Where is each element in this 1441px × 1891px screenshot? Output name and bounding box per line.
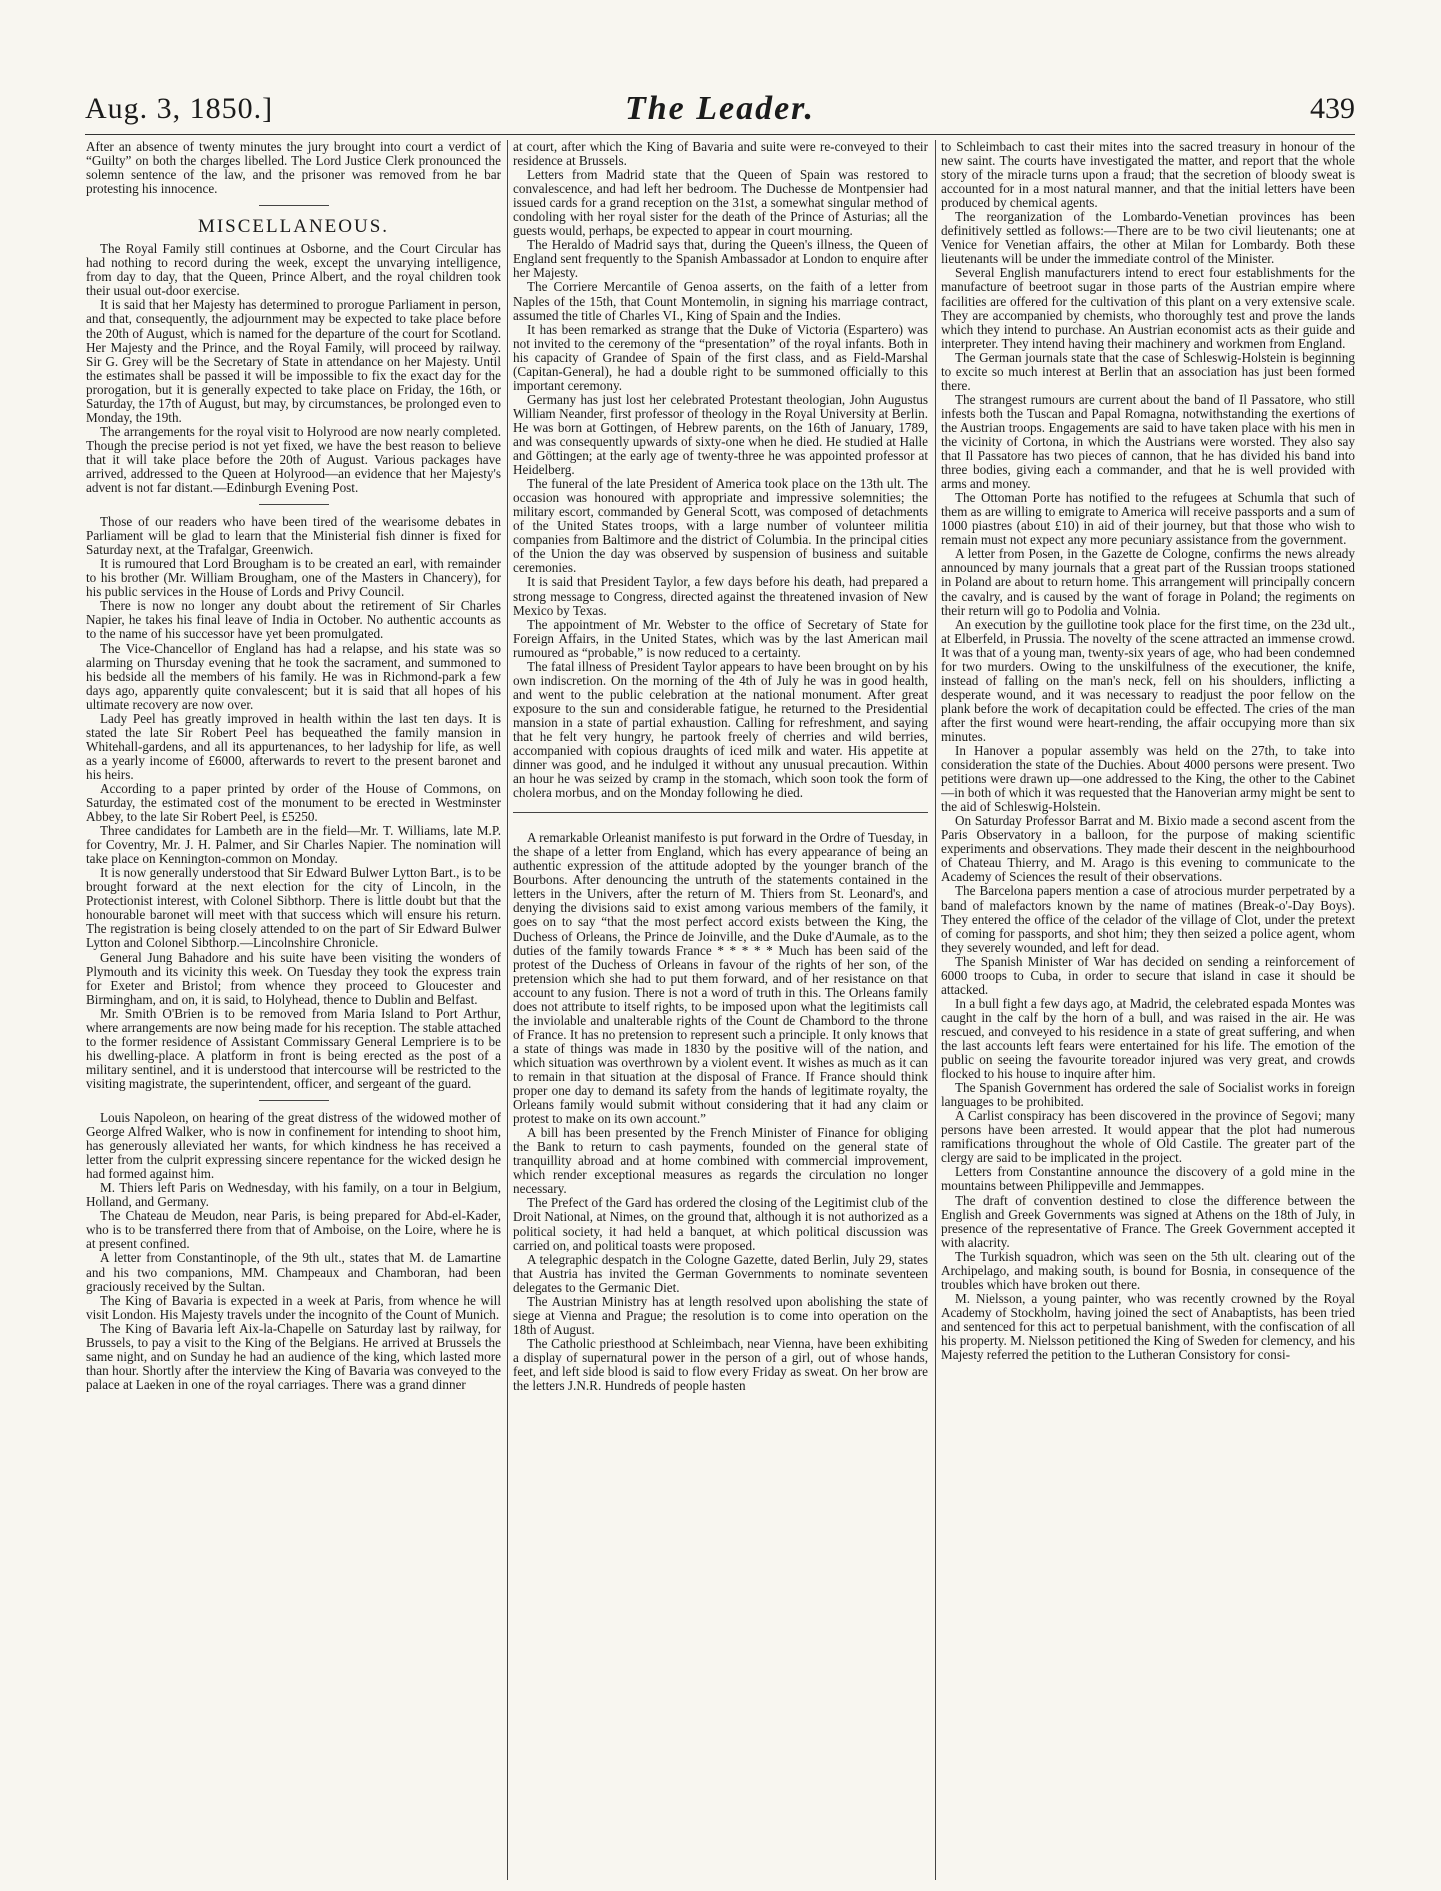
masthead (85, 92, 1355, 132)
article-paragraph: Mr. Smith O'Brien is to be removed from Maria Island to Port Arthur, where arrangements are now being made for his reception. The stable attached to the former residence of Assistant Commissary General Lempriere is to be his dwelling-place. A platform in front is being erected as the post of a military sentinel, and it is understood that intercourse will be restricted to the visiting magistrate, the superintendent, officer, and sergeant of the guard. (86, 1005, 501, 1091)
article-paragraph: Letters from Constantine announce the discovery of a gold mine in the mountains between Philippeville and Jemmappes. (941, 1164, 1355, 1194)
article-paragraph: Three candidates for Lambeth are in the field—Mr. T. Williams, late M.P. for Coventry, Mr. J. H. Palmer, and Sir Charles Napier. The nomination will take place on Kennington-common on Monday. (86, 823, 501, 867)
article-paragraph: General Jung Bahadore and his suite have been visiting the wonders of Plymouth and its vicinity this week. On Tuesday they took the express train for Exeter and Bristol; from whence they proceed to Gloucester and Birmingham, and on, it is said, to Holyhead, thence to Dublin and Belfast. (86, 949, 501, 1007)
article-paragraph: The fatal illness of President Taylor appears to have been brought on by his own indiscretion. On the morning of the 4th of July he was in good health, and went to the public celebration at the national monument. After great exposure to the sun and considerable fatigue, he returned to the Presidential mansion in a state of partial exhaustion. Calling for refreshment, and saying that he felt very hungry, he partook freely of cherries and wild berries, accompanied with copious draughts of iced milk and water. His appetite at dinner was good, and he indulged it without any unusual precaution. Within an hour he was seized by cramp in the stomach, which soon took the form of cholera morbus, and on the Monday following he died. (513, 658, 928, 801)
article-paragraph: at court, after which the King of Bavaria and suite were re-conveyed to their residence at Brussels. (513, 140, 928, 169)
article-paragraph: Louis Napoleon, on hearing of the great distress of the widowed mother of George Alfred Walker, who is now in confinement for intending to shoot him, has generously alleviated her wants, for which kindness he has received a letter from the culprit expressing sincere repentance for the wicked design he had formed against him. (86, 1110, 501, 1182)
article-paragraph: The Spanish Government has ordered the sale of Socialist works in foreign languages to be prohibited. (941, 1080, 1355, 1110)
column-divider (935, 140, 936, 1880)
article-paragraph: Letters from Madrid state that the Queen of Spain was restored to convalescence, and had left her bedroom. The Duchesse de Montpensier had issued cards for a grand reception on the 31st, a somewhat singular method of condoling with her royal sister for the death of the Prince of Asturias; all the guests would, perhaps, be expected to appear in court mourning. (513, 167, 928, 239)
article-paragraph: A letter from Constantinople, of the 9th ult., states that M. de Lamartine and his two companions, MM. Champeaux and Chamboran, had been graciously received by the Sultan. (86, 1250, 501, 1294)
article-paragraph: The King of Bavaria is expected in a week at Paris, from whence he will visit London. His Majesty travels under the incognito of the Count of Munich. (86, 1292, 501, 1322)
masthead-rule (85, 134, 1355, 135)
article-paragraph: The Austrian Ministry has at length resolved upon abolishing the state of siege at Vienna and Prague; the resolution is to come into operation on the 18th of August. (513, 1293, 928, 1337)
article-paragraph: The Ottoman Porte has notified to the refugees at Schumla that such of them as are willing to emigrate to America will receive passports and a sum of 1000 piastres (about £10) in aid of their journey, but that those who wish to remain must not expect any more pecuniary assistance from the government. (941, 490, 1355, 548)
article-paragraph: The draft of convention destined to close the difference between the English and Greek Governments was signed at Athens on the 18th of July, in presence of the representative of France. The Greek Government accepted it with alacrity. (941, 1192, 1355, 1250)
article-paragraph: The arrangements for the royal visit to Holyrood are now nearly completed. Though the precise period is not yet fixed, we have the best reason to believe that it will take place before the 20th of August. Various packages have arrived, addressed to the Queen at Holyrood—an evidence that her Majesty's advent is not far distant.—Edinburgh Evening Post. (86, 423, 501, 496)
article-paragraph: The German journals state that the case of Schleswig-Holstein is beginning to excite so much interest at Berlin that an association has just been formed there. (941, 349, 1355, 393)
article-paragraph: The Catholic priesthood at Schleimbach, near Vienna, have been exhibiting a display of supernatural power in the person of a girl, out of whose hands, feet, and left side blood is said to flow every Friday as sweat. On her brow are the letters J.N.R. Hundreds of people hasten (513, 1335, 928, 1394)
article-paragraph: There is now no longer any doubt about the retirement of Sir Charles Napier, he takes his final leave of India in October. No authentic accounts as to the name of his successor have yet been promulgated. (86, 598, 501, 642)
article-paragraph: In a bull fight a few days ago, at Madrid, the celebrated espada Montes was caught in the calf by the horn of a bull, and was raised in the air. He was rescued, and conveyed to his residence in a state of great suffering, and when the last accounts left fears were entertained for his life. The emotion of the public on seeing the favourite toreador injured was very great, and crowds flocked to his house to inquire after him. (941, 995, 1355, 1082)
section-separator (259, 1100, 329, 1101)
article-paragraph: M. Thiers left Paris on Wednesday, with his family, on a tour in Belgium, Holland, and Germany. (86, 1180, 501, 1210)
article-paragraph: The Turkish squadron, which was seen on the 5th ult. clearing out of the Archipelago, and making south, is bound for Bosnia, in consequence of the troubles which have broken out there. (941, 1248, 1355, 1292)
article-paragraph: The strangest rumours are current about the band of Il Passatore, who still infests both the Tuscan and Papal Romagna, notwithstanding the exertions of the Austrian troops. Engagements are said to have taken place with his men in the vicinity of Cortona, in which the Austrians were worsted. They also say that Il Passatore has two pieces of cannon, that he has divided his band into three bodies, giving each a commander, and that he is well provided with arms and money. (941, 391, 1355, 492)
article-paragraph: A telegraphic despatch in the Cologne Gazette, dated Berlin, July 29, states that Austria has invited the German Governments to nominate seventeen delegates to the Germanic Diet. (513, 1251, 928, 1295)
article-paragraph: It is rumoured that Lord Brougham is to be created an earl, with remainder to his brother (Mr. William Brougham, one of the Masters in Chancery), for his public services in the House of Lords and Privy Council. (86, 556, 501, 600)
article-paragraph: M. Nielsson, a young painter, who was recently crowned by the Royal Academy of Stockholm, having joined the sect of Anabaptists, has been tried and sentenced for this act to perpetual banishment, with the confiscation of all his property. M. Nielsson petitioned the King of Sweden for clemency, and his Majesty referred the petition to the Lutheran Consistory for consi- (941, 1290, 1355, 1363)
article-paragraph: The Chateau de Meudon, near Paris, is being prepared for Abd-el-Kader, who is to be transferred there from that of Amboise, on the Loire, where he is at present confined. (86, 1208, 501, 1252)
article-paragraph: A letter from Posen, in the Gazette de Cologne, confirms the news already announced by many journals that a great part of the Russian troops stationed in Poland are about to return home. This arrangement will principally concern the cavalry, and is caused by the want of forage in Poland; the regiments on their return will go to Podolia and Volnia. (941, 546, 1355, 618)
column-2 (513, 140, 928, 1880)
section-separator (513, 812, 928, 813)
column-divider (507, 140, 508, 1880)
column-3 (941, 140, 1355, 1880)
newspaper-title: The Leader. (624, 90, 816, 127)
column-1 (86, 140, 501, 1880)
article-paragraph: After an absence of twenty minutes the jury brought into court a verdict of “Guilty” on both the charges libelled. The Lord Justice Clerk pronounced the solemn sentence of the law, and the prisoner was removed from he bar protesting his innocence. (86, 140, 501, 197)
article-paragraph: It is now generally understood that Sir Edward Bulwer Lytton Bart., is to be brought forward at the next election for the city of Lincoln, in the Protectionist interest, with Colonel Sibthorp. There is little doubt but that the honourable baronet will meet with that success which will ensure his return. The registration is being closely attended to on the part of Sir Edward Bulwer Lytton and Colonel Sibthorp.—Lincolnshire Chronicle. (86, 865, 501, 951)
article-paragraph: The Prefect of the Gard has ordered the closing of the Legitimist club of the Droit National, at Nimes, on the ground that, although it is not authorized as a political society, it had held a banquet, at which political discussion was carried on, and political toasts were proposed. (513, 1195, 928, 1253)
article-paragraph: In Hanover a popular assembly was held on the 27th, to take into consideration the state of the Duchies. About 4000 persons were present. Two petitions were drawn up—one addressed to the King, the other to the Cabinet—in both of which it was requested that the Hanoverian army might be sent to the aid of Schleswig-Holstein. (941, 743, 1355, 815)
section-separator (259, 504, 329, 505)
page-number: 439 (1310, 92, 1355, 125)
article-paragraph: A Carlist conspiracy has been discovered in the province of Segovi; many persons have been arrested. It would appear that the plot had numerous ramifications throughout the whole of Old Castile. The greater part of the clergy are said to be implicated in the project. (941, 1108, 1355, 1166)
section-heading: MISCELLANEOUS. (197, 216, 390, 238)
article-paragraph: The Heraldo of Madrid says that, during the Queen's illness, the Queen of England sent frequently to the Spanish Ambassador at London to enquire after her Majesty. (513, 237, 928, 281)
article-paragraph: The King of Bavaria left Aix-la-Chapelle on Saturday last by railway, for Brussels, to pay a visit to the King of the Belgians. He arrived at Brussels the same night, and on Sunday he had an audience of the king, which lasted more than hour. Shortly after the interview the King of Bavaria was conveyed to the palace at Laeken in one of the royal carriages. There was a grand dinner (86, 1320, 501, 1392)
article-paragraph: According to a paper printed by order of the House of Commons, on Saturday, the estimated cost of the monument to be erected in Westminster Abbey, to the late Sir Robert Peel, is £5250. (86, 780, 501, 825)
article-paragraph: Lady Peel has greatly improved in health within the last ten days. It is stated the late Sir Robert Peel has bequeathed the family mansion in Whitehall-gardens, and all its appurtenances, to her ladyship for life, as well as a yearly income of £6000, afterwards to revert to the present baronet and his heirs. (86, 710, 501, 782)
article-paragraph: The funeral of the late President of America took place on the 13th ult. The occasion was honoured with appropriate and impressive solemnities; the military escort, commanded by General Scott, was composed of detachments of the United States troops, with a large number of volunteer militia companies from Baltimore and the district of Columbia. In the principal cities of the Union the day was observed by suspension of business and suitable ceremonies. (513, 476, 928, 576)
article-paragraph: The Corriere Mercantile of Genoa asserts, on the faith of a letter from Naples of the 15th, that Count Montemolin, in signing his marriage contract, assumed the title of Charles VI., King of Spain and the Indies. (513, 279, 928, 323)
issue-date: Aug. 3, 1850.] (85, 92, 274, 125)
article-paragraph: Germany has just lost her celebrated Protestant theologian, John Augustus William Neander, first professor of theology in the Royal University at Berlin. He was born at Gottingen, of Hebrew parents, on the 16th of January, 1789, and was consequently upwards of sixty-one when he died. He studied at Halle and Göttingen; at the early age of twenty-three he was appointed professor at Heidelberg. (513, 391, 928, 478)
article-paragraph: A bill has been presented by the French Minister of Finance for obliging the Bank to return to cash payments, founded on the general state of tranquillity abroad and at home combined with commercial improvement, which render exceptional measures as regards the circulation no longer necessary. (513, 1125, 928, 1197)
article-paragraph: It has been remarked as strange that the Duke of Victoria (Espartero) was not invited to the ceremony of the “presentation” of the royal infants. Both in his capacity of Grandee of Spain of the first class, and as Field-Marshal (Capitan-General), he had a double right to be summoned officially to this important ceremony. (513, 321, 928, 393)
article-paragraph: It is said that President Taylor, a few days before his death, had prepared a strong message to Congress, directed against the threatened invasion of New Mexico by Texas. (513, 574, 928, 618)
article-paragraph: The Royal Family still continues at Osborne, and the Court Circular has had nothing to record during the week, except the unvarying intelligence, from day to day, that the Queen, Prince Albert, and the royal children took their usual out-door exercise. (86, 241, 501, 299)
article-paragraph: It is said that her Majesty has determined to prorogue Parliament in person, and that, consequently, the adjournment may be expected to take place before the 20th of August, which is named for the departure of the court for Scotland. Her Majesty and the Prince, and the Royal Family, will proceed by railway. Sir G. Grey will be the Secretary of State in attendance on her Majesty. Until the estimates shall be passed it will be impossible to fix the exact day for the prorogation, but it is generally expected to take place on Friday, the 16th, or Saturday, the 17th of August, but may, by circumstances, be prolonged even to Monday, the 19th. (86, 297, 501, 425)
section-separator (259, 205, 329, 206)
article-paragraph: to Schleimbach to cast their mites into the sacred treasury in honour of the new saint. The courts have investigated the matter, and report that the whole story of the miracle turns upon a fraud; that the secretion of bloody sweat is accounted for in a most natural manner, and that the initial letters have been produced by chemical agents. (941, 140, 1355, 211)
article-paragraph: On Saturday Professor Barrat and M. Bixio made a second ascent from the Paris Observatory in a balloon, for the purpose of making scientific experiments and observations. They made their descent in the neighbourhood of Chateau Thierry, and M. Arago is this evening to communicate to the Academy of Sciences the result of their observations. (941, 813, 1355, 885)
article-paragraph: The reorganization of the Lombardo-Venetian provinces has been definitively settled as follows:—There are to be two civil lieutenants; one at Venice for Venetian affairs, the other at Milan for Lombardy. Both these lieutenants will be under the immediate control of the Minister. (941, 209, 1355, 267)
article-paragraph: Those of our readers who have been tired of the wearisome debates in Parliament will be glad to learn that the Ministerial fish dinner is fixed for Saturday next, at the Trafalgar, Greenwich. (86, 514, 501, 558)
article-paragraph: Several English manufacturers intend to erect four establishments for the manufacture of beetroot sugar in those parts of the Austrian empire where facilities are offered for the cultivation of this plant on a very extensive scale. They are accompanied by chemists, who thoroughly test and prove the lands which they intend to purchase. An Austrian economist acts as their guide and interpreter. They intend having their machinery and workmen from England. (941, 265, 1355, 351)
article-paragraph: The Vice-Chancellor of England has had a relapse, and his state was so alarming on Thursday evening that he took the sacrament, and summoned to his bedside all the members of his family. He was in Richmond-park a few days ago, apparently quite convalescent; but it is said that all hopes of his ultimate recovery are now over. (86, 640, 501, 712)
article-paragraph: The Barcelona papers mention a case of atrocious murder perpetrated by a band of malefactors known by the name of matines (Break-o'-Day Boys). They entered the office of the celador of the village of Clot, under the pretext of coming for passports, and shot him; they then seized a police agent, whom they severely wounded, and left for dead. (941, 883, 1355, 955)
article-paragraph: The appointment of Mr. Webster to the office of Secretary of State for Foreign Affairs, in the United States, which was by the last American mail rumoured as “probable,” is now reduced to a certainty. (513, 616, 928, 660)
article-paragraph: The Spanish Minister of War has decided on sending a reinforcement of 6000 troops to Cuba, in order to secure that island in case it should be attacked. (941, 953, 1355, 997)
article-paragraph: An execution by the guillotine took place for the first time, on the 23d ult., at Elberfeld, in Prussia. The novelty of the scene attracted an immense crowd. It was that of a young man, twenty-six years of age, who had been condemned for two murders. Owing to the unskilfulness of the executioner, the knife, instead of falling on the man's neck, fell on his shoulders, inflicting a desperate wound, and it was necessary to readjust the poor fellow on the plank before the work of decapitation could be effected. The cries of the man after the first wound were heart-rending, the affair occupying more than six minutes. (941, 616, 1355, 744)
article-paragraph: A remarkable Orleanist manifesto is put forward in the Ordre of Tuesday, in the shape of a letter from England, which has every appearance of being an authentic expression of the attitude adopted by the younger branch of the Bourbons. After denouncing the untruth of the statements contained in the letters in the Univers, after the return of M. Thiers from St. Leonard's, and denying the divisions said to exist among various members of the family, it goes on to say “that the most perfect accord exists between the King, the Duchess of Orleans, the Prince de Joinville, and the Duke d'Aumale, as to the duties of the family towards France * * * * * Much has been said of the protest of the Duchess of Orleans in favour of the rights of her son, of the pretension which she had to put them forward, and of her resistance on that account to any fusion. There is not a word of truth in this. The Orleans family does not attribute to itself rights, to be imposed upon what the legitimists call the inviolable and unalterable rights of the Count de Chambord to the throne of France. It has no pretension to represent such a principle. It only knows that a state of things was made in 1830 by the positive will of the nation, and which situation was overthrown by a violent event. It wishes as much as it can to remain in that situation at the disposal of France. If France should think proper one day to demand its safety from the hands of legitimate royalty, the Orleans family would submit without considering that it had any claim or protest to make on its own account.” (513, 830, 928, 1127)
